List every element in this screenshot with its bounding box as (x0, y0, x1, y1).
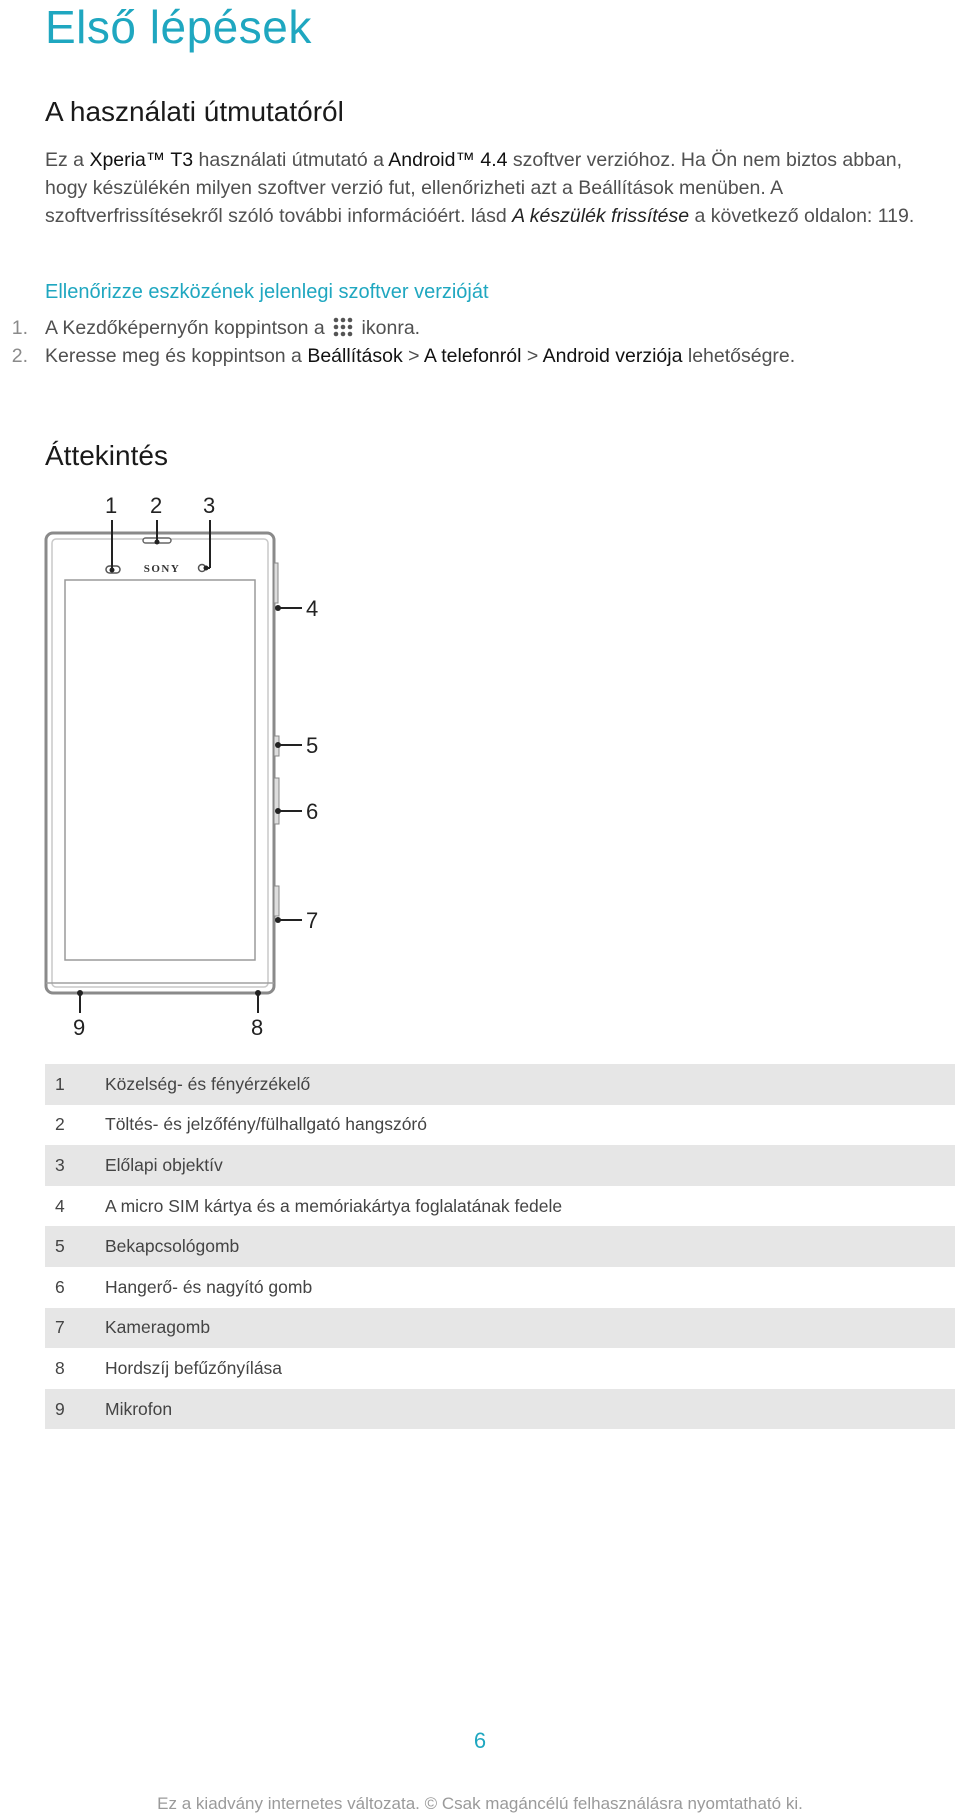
callout-1: 1 (105, 493, 118, 518)
section-heading-overview: Áttekintés (45, 440, 168, 471)
legend-number: 5 (45, 1226, 105, 1267)
update-link[interactable]: A készülék frissítése (512, 205, 690, 227)
step-number: 1. (11, 317, 28, 339)
menu-path-about-phone: A telefonról (423, 345, 522, 367)
legend-row (45, 1226, 955, 1267)
legend-label: Hordszíj befűzőnyílása (105, 1357, 283, 1378)
legend-row (45, 1105, 955, 1146)
legend-label: Hangerő- és nagyító gomb (105, 1276, 313, 1297)
legend-label: A micro SIM kártya és a memóriakártya foglalatának fedele (105, 1195, 563, 1216)
legend-number: 7 (45, 1308, 105, 1349)
legend-row (45, 1186, 955, 1227)
legend-number: 2 (55, 1114, 65, 1135)
os-version: Android™ 4.4 (388, 149, 508, 171)
step-number: 2. (11, 345, 28, 367)
legend-table (45, 1064, 955, 1429)
step-1: 1. A Kezdőképernyőn koppintson a ikonra. (45, 314, 945, 345)
legend-label: Bekapcsológomb (105, 1226, 955, 1267)
intro-paragraph: Ez a Xperia™ T3 használati útmutató a Android™ 4.4 szoftver verzióhoz. Ha Ön nem biztos abban, hogy készülékén milyen szoftver verzió fut, ellenőrizheti azt a Beállítások menüben. A szoftverfrissítésekről szóló további információért. lásd A készülék frissítése a következő oldalon: 119. (45, 149, 915, 227)
page-number: 6 (473, 1728, 487, 1753)
legend-number: 1 (45, 1064, 105, 1105)
menu-path-settings: Beállítások (307, 345, 403, 367)
callout-7: 7 (306, 908, 319, 933)
menu-path-android-version: Android verziója (542, 345, 683, 367)
legend-row (45, 1348, 955, 1389)
legend-row (45, 1145, 955, 1186)
legend-number: 9 (45, 1389, 105, 1430)
page-title: Első lépések (45, 1, 312, 53)
legend-number: 8 (55, 1357, 65, 1378)
legend-row (45, 1267, 955, 1308)
legend-row (45, 1389, 955, 1430)
check-version-heading: Ellenőrizze eszközének jelenlegi szoftver verzióját (45, 281, 489, 303)
callout-4: 4 (306, 596, 319, 621)
section-heading-about-guide: A használati útmutatóról (45, 96, 344, 127)
legend-label: Kameragomb (105, 1308, 955, 1349)
phone-screen (65, 580, 255, 960)
legend-row (45, 1064, 955, 1105)
footer-note: Ez a kiadvány internetes változata. © Csak magáncélú felhasználásra nyomtatható ki. (157, 1794, 803, 1813)
product-name: Xperia™ T3 (89, 149, 194, 171)
volume-key (274, 778, 279, 824)
callout-8: 8 (251, 1015, 264, 1040)
callout-9: 9 (73, 1015, 86, 1040)
camera-key (274, 886, 279, 916)
callout-6: 6 (306, 799, 319, 824)
callout-3: 3 (203, 493, 216, 518)
brand-logo: SONY (143, 563, 181, 575)
step-2: 2. Keresse meg és koppintson a Beállítások > A telefonról > Android verziója lehetőségre. (45, 342, 945, 370)
legend-number: 3 (45, 1145, 105, 1186)
legend-label: Töltés- és jelzőfény/fülhallgató hangszóró (105, 1114, 427, 1135)
legend-row (45, 1308, 955, 1349)
sim-cover (274, 563, 278, 603)
legend-label: Előlapi objektív (105, 1145, 955, 1186)
legend-label: Mikrofon (105, 1389, 955, 1430)
legend-number: 4 (55, 1195, 65, 1216)
legend-number: 6 (55, 1276, 65, 1297)
legend-label: Közelség- és fényérzékelő (105, 1064, 955, 1105)
callout-2: 2 (150, 493, 163, 518)
app-grid-icon (333, 317, 353, 345)
callout-5: 5 (306, 733, 319, 758)
phone-overview-diagram (40, 488, 340, 1048)
